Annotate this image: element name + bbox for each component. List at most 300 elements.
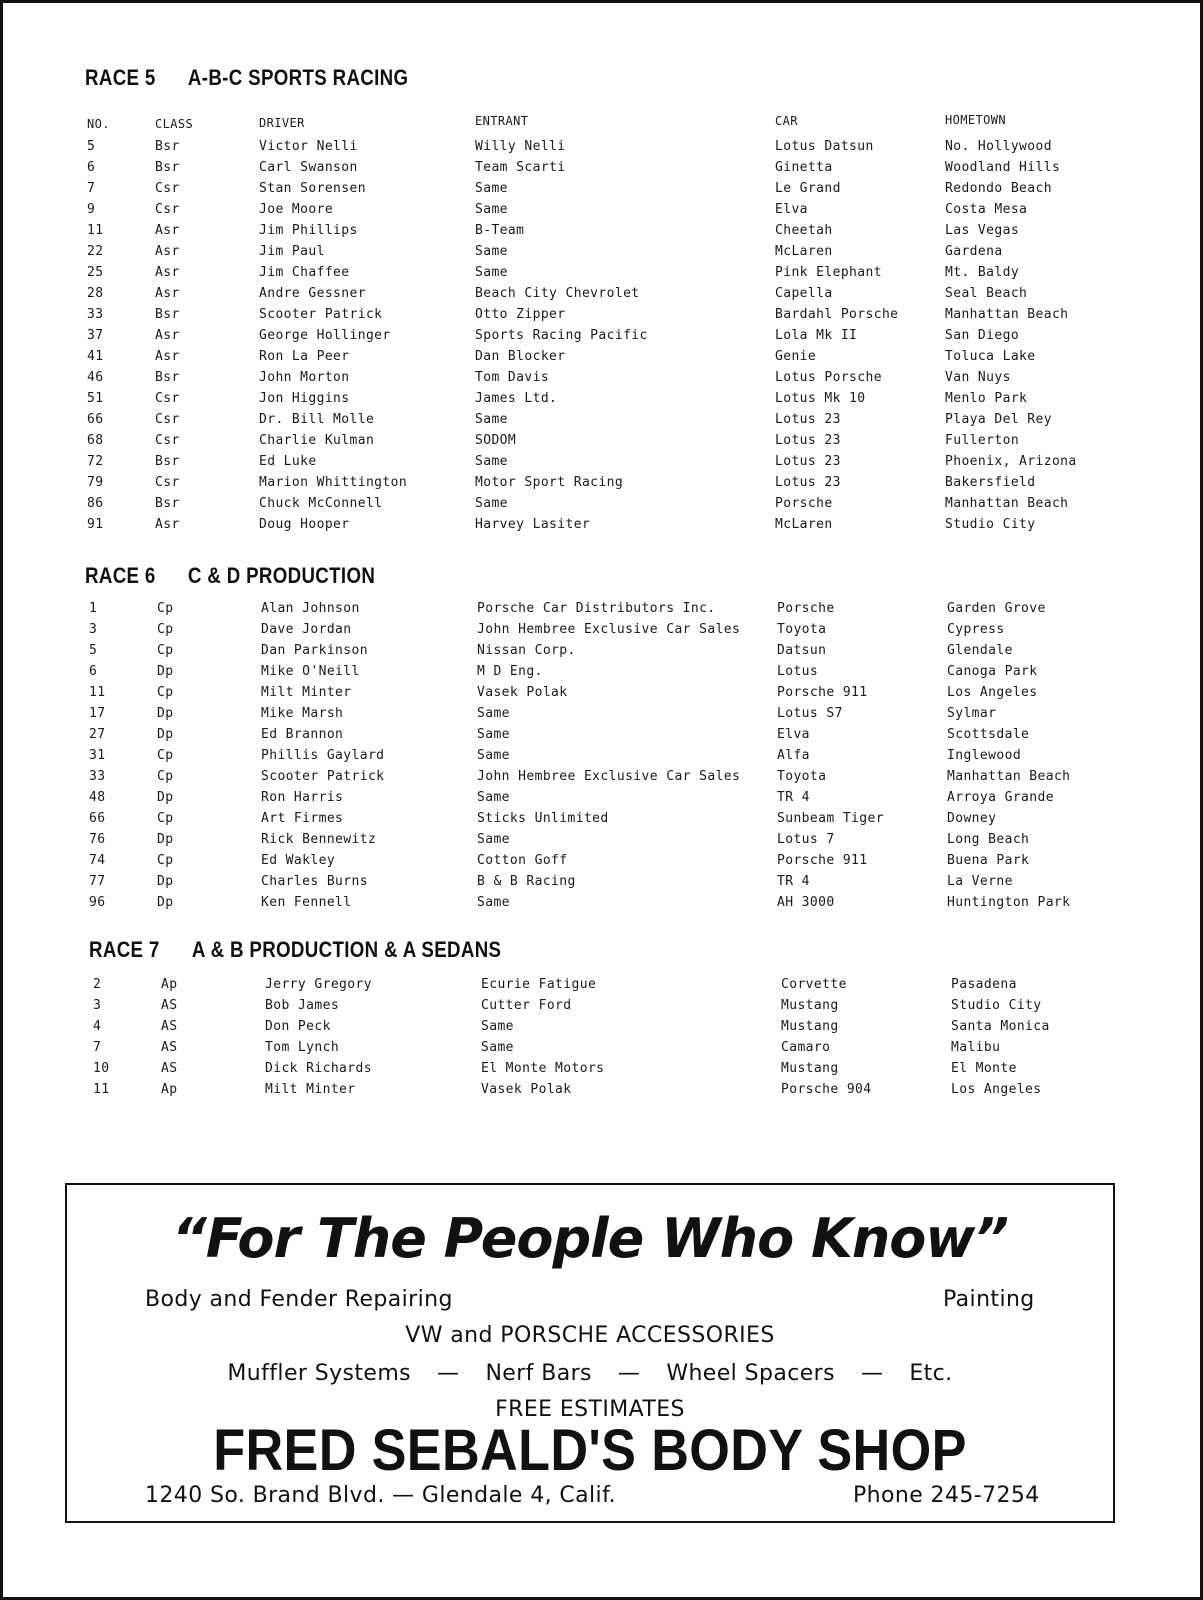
entry-driver: Jim Phillips	[259, 223, 358, 238]
entry-driver: Joe Moore	[259, 202, 334, 217]
entry-driver: Charles Burns	[261, 874, 368, 889]
entry-entrant: Same	[477, 706, 510, 721]
entry-car: Lotus 23	[775, 475, 841, 490]
entry-entrant: Otto Zipper	[475, 307, 566, 322]
entry-entrant: Ecurie Fatigue	[481, 977, 597, 992]
entry-class: Asr	[155, 349, 180, 364]
entry-number: 27	[89, 727, 106, 742]
entry-car: Porsche 904	[781, 1082, 872, 1097]
entry-entrant: B & B Racing	[477, 874, 576, 889]
entry-car: Lotus 23	[775, 454, 841, 469]
entry-entrant: Same	[477, 832, 510, 847]
table-row	[3, 727, 1200, 748]
entry-number: 33	[87, 307, 104, 322]
entry-hometown: Arroya Grande	[947, 790, 1054, 805]
entry-hometown: Van Nuys	[945, 370, 1011, 385]
entry-car: Toyota	[777, 769, 827, 784]
entry-hometown: Fullerton	[945, 433, 1020, 448]
entry-class: Cp	[157, 601, 174, 616]
entry-class: Dp	[157, 664, 174, 679]
entry-entrant: Porsche Car Distributors Inc.	[477, 601, 716, 616]
table-row	[3, 265, 1200, 286]
entry-car: Lotus 23	[775, 412, 841, 427]
table-row	[3, 1040, 1200, 1061]
entry-driver: Ron La Peer	[259, 349, 350, 364]
entry-driver: Ed Luke	[259, 454, 317, 469]
table-row	[3, 853, 1200, 874]
table-row	[3, 223, 1200, 244]
entry-entrant: Same	[481, 1040, 514, 1055]
entry-hometown: El Monte	[951, 1061, 1017, 1076]
entry-driver: Jon Higgins	[259, 391, 350, 406]
table-row	[3, 769, 1200, 790]
table-row	[3, 685, 1200, 706]
entry-class: Asr	[155, 517, 180, 532]
entry-entrant: Vasek Polak	[481, 1082, 572, 1097]
entry-number: 74	[89, 853, 106, 868]
entry-class: Dp	[157, 895, 174, 910]
entry-entrant: Same	[477, 727, 510, 742]
entry-hometown: Cypress	[947, 622, 1005, 637]
entry-car: Le Grand	[775, 181, 841, 196]
entry-driver: Mike Marsh	[261, 706, 344, 721]
table-row	[3, 391, 1200, 412]
entry-hometown: Toluca Lake	[945, 349, 1036, 364]
entry-class: Asr	[155, 265, 180, 280]
entry-hometown: Phoenix, Arizona	[945, 454, 1077, 469]
entry-driver: Dan Parkinson	[261, 643, 368, 658]
entry-entrant: Sticks Unlimited	[477, 811, 609, 826]
entry-driver: Ed Brannon	[261, 727, 344, 742]
entry-car: Lotus 23	[775, 433, 841, 448]
ad-item-muffler: Muffler Systems	[227, 1361, 412, 1386]
entry-number: 68	[87, 433, 104, 448]
entry-car: Alfa	[777, 748, 810, 763]
table-row	[3, 790, 1200, 811]
entry-hometown: Canoga Park	[947, 664, 1038, 679]
entry-car: Mustang	[781, 1061, 839, 1076]
entry-number: 10	[93, 1061, 110, 1076]
entry-car: Capella	[775, 286, 833, 301]
entry-driver: Scooter Patrick	[259, 307, 383, 322]
entry-hometown: Huntington Park	[947, 895, 1071, 910]
entry-class: Bsr	[155, 370, 180, 385]
entry-number: 2	[93, 977, 102, 992]
entry-entrant: Vasek Polak	[477, 685, 568, 700]
entry-hometown: Glendale	[947, 643, 1013, 658]
ad-dash: —	[437, 1361, 460, 1386]
entry-number: 72	[87, 454, 104, 469]
entry-driver: Chuck McConnell	[259, 496, 383, 511]
table-row	[3, 811, 1200, 832]
entry-car: Pink Elephant	[775, 265, 882, 280]
entry-number: 5	[87, 139, 96, 154]
entry-class: Bsr	[155, 160, 180, 175]
entry-entrant: Cutter Ford	[481, 998, 572, 1013]
entry-hometown: Costa Mesa	[945, 202, 1028, 217]
entry-car: Mustang	[781, 1019, 839, 1034]
entry-entrant: Same	[481, 1019, 514, 1034]
entry-car: Ginetta	[775, 160, 833, 175]
entry-entrant: Same	[475, 181, 508, 196]
entry-number: 33	[89, 769, 106, 784]
entry-driver: Scooter Patrick	[261, 769, 385, 784]
entry-class: Cp	[157, 811, 174, 826]
entry-number: 6	[87, 160, 96, 175]
entry-number: 4	[93, 1019, 102, 1034]
entry-class: Asr	[155, 328, 180, 343]
entry-driver: Stan Sorensen	[259, 181, 366, 196]
table-row	[3, 370, 1200, 391]
entry-class: Bsr	[155, 496, 180, 511]
entry-hometown: La Verne	[947, 874, 1013, 889]
table-row	[3, 874, 1200, 895]
entry-car: Genie	[775, 349, 817, 364]
entry-class: Csr	[155, 181, 180, 196]
entry-entrant: M D Eng.	[477, 664, 543, 679]
entry-class: Cp	[157, 853, 174, 868]
entry-entrant: Same	[475, 496, 508, 511]
entry-entrant: Motor Sport Racing	[475, 475, 624, 490]
race6-title: C & D PRODUCTION	[187, 563, 376, 588]
entry-class: Csr	[155, 412, 180, 427]
entry-car: Corvette	[781, 977, 847, 992]
entry-class: Bsr	[155, 307, 180, 322]
entry-entrant: Same	[475, 454, 508, 469]
entry-driver: Charlie Kulman	[259, 433, 375, 448]
table-row	[3, 349, 1200, 370]
entry-driver: Dick Richards	[265, 1061, 372, 1076]
entry-car: McLaren	[775, 517, 833, 532]
entry-car: Cheetah	[775, 223, 833, 238]
entry-hometown: Studio City	[951, 998, 1042, 1013]
table-row	[3, 181, 1200, 202]
entry-class: Dp	[157, 790, 174, 805]
ad-items-line	[67, 1361, 1113, 1386]
entry-number: 37	[87, 328, 104, 343]
entry-entrant: Cotton Goff	[477, 853, 568, 868]
table-row	[3, 286, 1200, 307]
ad-item-nerf-bars: Nerf Bars	[485, 1361, 592, 1386]
entry-hometown: Garden Grove	[947, 601, 1046, 616]
entry-number: 5	[89, 643, 98, 658]
table-row	[3, 664, 1200, 685]
entry-class: Csr	[155, 202, 180, 217]
entry-car: Lotus Porsche	[775, 370, 882, 385]
entry-number: 3	[89, 622, 98, 637]
entry-hometown: Los Angeles	[951, 1082, 1042, 1097]
entry-number: 11	[93, 1082, 110, 1097]
entry-number: 11	[87, 223, 104, 238]
entry-number: 25	[87, 265, 104, 280]
entry-driver: Rick Bennewitz	[261, 832, 377, 847]
entry-hometown: Mt. Baldy	[945, 265, 1020, 280]
entry-class: Bsr	[155, 454, 180, 469]
entry-driver: John Morton	[259, 370, 350, 385]
entry-driver: Phillis Gaylard	[261, 748, 385, 763]
entry-car: Elva	[777, 727, 810, 742]
col-driver: DRIVER	[259, 116, 305, 130]
table-row	[3, 601, 1200, 622]
entry-entrant: Same	[477, 748, 510, 763]
entry-number: 28	[87, 286, 104, 301]
entry-hometown: Inglewood	[947, 748, 1022, 763]
race7-number: RACE 7	[89, 937, 160, 962]
table-row	[3, 1061, 1200, 1082]
entry-number: 66	[89, 811, 106, 826]
entry-driver: Don Peck	[265, 1019, 331, 1034]
entry-class: Dp	[157, 874, 174, 889]
entry-hometown: Manhattan Beach	[947, 769, 1071, 784]
entry-driver: Art Firmes	[261, 811, 344, 826]
entry-number: 7	[87, 181, 96, 196]
table-row	[3, 998, 1200, 1019]
table-row	[3, 244, 1200, 265]
entry-number: 77	[89, 874, 106, 889]
table-row	[3, 307, 1200, 328]
table-row	[3, 517, 1200, 538]
entry-entrant: Same	[477, 790, 510, 805]
table-row	[3, 160, 1200, 181]
entry-driver: Jim Paul	[259, 244, 325, 259]
col-hometown: HOMETOWN	[945, 113, 1006, 127]
entry-hometown: Menlo Park	[945, 391, 1028, 406]
entry-driver: Milt Minter	[261, 685, 352, 700]
entry-number: 22	[87, 244, 104, 259]
ad-right-service: Painting	[943, 1287, 1035, 1312]
entry-hometown: Las Vegas	[945, 223, 1020, 238]
ad-item-etc: Etc.	[909, 1361, 953, 1386]
race7-title: A & B PRODUCTION & A SEDANS	[191, 937, 502, 962]
entry-driver: Alan Johnson	[261, 601, 360, 616]
entry-car: Sunbeam Tiger	[777, 811, 884, 826]
race5-title: A-B-C SPORTS RACING	[187, 65, 409, 90]
entry-hometown: Long Beach	[947, 832, 1030, 847]
entry-car: TR 4	[777, 874, 810, 889]
entry-number: 51	[87, 391, 104, 406]
col-no: NO.	[87, 117, 110, 131]
entry-car: Elva	[775, 202, 808, 217]
entry-driver: Bob James	[265, 998, 340, 1013]
table-row	[3, 433, 1200, 454]
entry-entrant: Same	[475, 412, 508, 427]
entry-number: 31	[89, 748, 106, 763]
entry-class: AS	[161, 1019, 178, 1034]
entry-number: 86	[87, 496, 104, 511]
entry-hometown: Studio City	[945, 517, 1036, 532]
entry-car: Camaro	[781, 1040, 831, 1055]
ad-free-estimates: FREE ESTIMATES	[495, 1397, 685, 1422]
entry-entrant: Sports Racing Pacific	[475, 328, 648, 343]
entry-car: Lola Mk II	[775, 328, 858, 343]
col-entrant: ENTRANT	[475, 114, 529, 128]
table-row	[3, 454, 1200, 475]
entry-number: 1	[89, 601, 98, 616]
entry-car: Porsche 911	[777, 685, 868, 700]
entry-driver: Mike O'Neill	[261, 664, 360, 679]
table-row	[3, 706, 1200, 727]
entry-class: Asr	[155, 223, 180, 238]
race6-heading	[85, 563, 375, 589]
col-class: CLASS	[155, 117, 194, 131]
table-row	[3, 1082, 1200, 1103]
entry-number: 7	[93, 1040, 102, 1055]
entry-class: Ap	[161, 1082, 178, 1097]
entry-class: Cp	[157, 643, 174, 658]
entry-entrant: Same	[475, 265, 508, 280]
entry-hometown: Redondo Beach	[945, 181, 1052, 196]
entry-entrant: Harvey Lasiter	[475, 517, 591, 532]
entry-hometown: Sylmar	[947, 706, 997, 721]
entry-hometown: Scottsdale	[947, 727, 1030, 742]
ad-shop-name: FRED SEBALD'S BODY SHOP	[213, 1418, 967, 1483]
table-row	[3, 895, 1200, 916]
entry-number: 91	[87, 517, 104, 532]
entry-car: Datsun	[777, 643, 827, 658]
entry-class: Csr	[155, 475, 180, 490]
entry-entrant: James Ltd.	[475, 391, 558, 406]
entry-entrant: El Monte Motors	[481, 1061, 605, 1076]
entry-class: Dp	[157, 832, 174, 847]
table-row	[3, 977, 1200, 998]
ad-item-wheel-spacers: Wheel Spacers	[666, 1361, 835, 1386]
entry-hometown: Seal Beach	[945, 286, 1028, 301]
entry-entrant: Same	[477, 895, 510, 910]
ad-slogan: “For The People Who Know”	[171, 1207, 1009, 1270]
entry-car: Lotus 7	[777, 832, 835, 847]
entry-hometown: Woodland Hills	[945, 160, 1061, 175]
table-row	[3, 1019, 1200, 1040]
table-row	[3, 328, 1200, 349]
ad-phone: Phone 245-7254	[853, 1483, 1040, 1508]
entry-number: 96	[89, 895, 106, 910]
entry-class: Bsr	[155, 139, 180, 154]
table-row	[3, 643, 1200, 664]
entry-hometown: Los Angeles	[947, 685, 1038, 700]
table-row	[3, 496, 1200, 517]
entry-class: Cp	[157, 769, 174, 784]
entry-driver: George Hollinger	[259, 328, 391, 343]
race5-number: RACE 5	[85, 65, 156, 90]
entry-car: Porsche	[777, 601, 835, 616]
entry-entrant: Dan Blocker	[475, 349, 566, 364]
entry-driver: Milt Minter	[265, 1082, 356, 1097]
entry-car: AH 3000	[777, 895, 835, 910]
entry-number: 11	[89, 685, 106, 700]
entry-class: AS	[161, 1040, 178, 1055]
entry-entrant: Willy Nelli	[475, 139, 566, 154]
entry-car: Lotus	[777, 664, 819, 679]
entry-driver: Ron Harris	[261, 790, 344, 805]
entry-driver: Tom Lynch	[265, 1040, 340, 1055]
entry-class: Cp	[157, 622, 174, 637]
entry-car: Lotus Mk 10	[775, 391, 866, 406]
table-row	[3, 139, 1200, 160]
entry-class: Dp	[157, 727, 174, 742]
entry-hometown: Pasadena	[951, 977, 1017, 992]
entry-class: Cp	[157, 685, 174, 700]
entry-car: Toyota	[777, 622, 827, 637]
entry-entrant: Same	[475, 202, 508, 217]
race6-number: RACE 6	[85, 563, 156, 588]
entry-driver: Carl Swanson	[259, 160, 358, 175]
entry-entrant: B-Team	[475, 223, 525, 238]
entry-number: 17	[89, 706, 106, 721]
entry-class: Asr	[155, 286, 180, 301]
entry-class: AS	[161, 998, 178, 1013]
table-row	[3, 475, 1200, 496]
entry-car: Lotus Datsun	[775, 139, 874, 154]
entry-class: Cp	[157, 748, 174, 763]
entry-car: Mustang	[781, 998, 839, 1013]
entry-hometown: Santa Monica	[951, 1019, 1050, 1034]
entry-hometown: Buena Park	[947, 853, 1030, 868]
entry-entrant: Tom Davis	[475, 370, 550, 385]
entry-hometown: Malibu	[951, 1040, 1001, 1055]
entry-car: Bardahl Porsche	[775, 307, 899, 322]
entry-entrant: Nissan Corp.	[477, 643, 576, 658]
entry-driver: Jerry Gregory	[265, 977, 372, 992]
entry-driver: Doug Hooper	[259, 517, 350, 532]
table-row	[3, 832, 1200, 853]
entry-class: Ap	[161, 977, 178, 992]
ad-accessories: VW and PORSCHE ACCESSORIES	[405, 1323, 775, 1348]
entry-class: AS	[161, 1061, 178, 1076]
entry-entrant: Team Scarti	[475, 160, 566, 175]
entry-entrant: John Hembree Exclusive Car Sales	[477, 769, 741, 784]
entry-car: Lotus S7	[777, 706, 843, 721]
ad-left-service: Body and Fender Repairing	[145, 1287, 453, 1312]
entry-class: Csr	[155, 391, 180, 406]
entry-driver: Ed Wakley	[261, 853, 336, 868]
entry-hometown: Playa Del Rey	[945, 412, 1052, 427]
race7-heading	[89, 937, 501, 963]
entry-hometown: Manhattan Beach	[945, 307, 1069, 322]
entry-number: 41	[87, 349, 104, 364]
table-row	[3, 412, 1200, 433]
ad-dash: —	[617, 1361, 641, 1386]
entry-driver: Dave Jordan	[261, 622, 352, 637]
entry-hometown: Bakersfield	[945, 475, 1036, 490]
entry-number: 76	[89, 832, 106, 847]
entry-car: TR 4	[777, 790, 810, 805]
entry-number: 9	[87, 202, 96, 217]
ad-address: 1240 So. Brand Blvd. — Glendale 4, Calif.	[145, 1483, 617, 1508]
entry-car: Porsche	[775, 496, 833, 511]
entry-class: Csr	[155, 433, 180, 448]
table-row	[3, 202, 1200, 223]
entry-hometown: Gardena	[945, 244, 1003, 259]
entry-entrant: John Hembree Exclusive Car Sales	[477, 622, 741, 637]
entry-hometown: No. Hollywood	[945, 139, 1052, 154]
entry-hometown: San Diego	[945, 328, 1020, 343]
entry-number: 79	[87, 475, 104, 490]
entry-driver: Marion Whittington	[259, 475, 408, 490]
entry-car: Porsche 911	[777, 853, 868, 868]
entry-class: Dp	[157, 706, 174, 721]
table-row	[3, 622, 1200, 643]
entry-driver: Dr. Bill Molle	[259, 412, 375, 427]
entry-driver: Andre Gessner	[259, 286, 366, 301]
entry-number: 46	[87, 370, 104, 385]
race5-heading	[85, 65, 408, 91]
entry-driver: Ken Fennell	[261, 895, 352, 910]
ad-dash: —	[860, 1361, 884, 1386]
entry-number: 66	[87, 412, 104, 427]
entry-number: 48	[89, 790, 106, 805]
entry-entrant: Beach City Chevrolet	[475, 286, 640, 301]
table-row	[3, 748, 1200, 769]
